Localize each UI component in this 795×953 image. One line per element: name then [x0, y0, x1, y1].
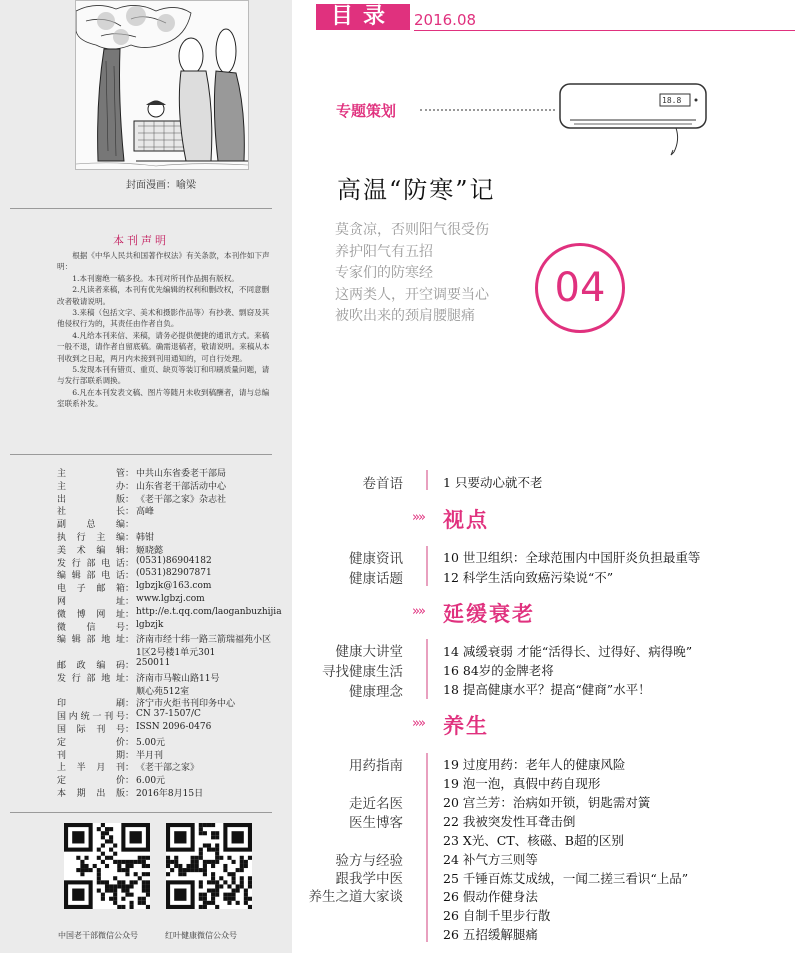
masthead-value: 中共山东省委老干部局 — [136, 469, 227, 479]
masthead-value: 顺心苑512室 — [136, 686, 190, 697]
toc-page: 20 — [443, 795, 459, 810]
toc-page: 12 — [443, 570, 459, 585]
masthead-row — [57, 517, 287, 529]
masthead-label: 网址 — [57, 597, 125, 607]
masthead-row — [57, 773, 287, 785]
masthead-value: 山东省老干部活动中心 — [136, 481, 227, 492]
toc-page: 16 — [443, 663, 459, 678]
masthead-colon: ： — [125, 673, 135, 684]
masthead-row — [57, 658, 287, 670]
toc-entry[interactable] — [443, 473, 542, 491]
masthead-value: 《老干部之家》 — [136, 763, 200, 774]
toc-title: 泡一泡，真假中药自现形 — [462, 776, 601, 791]
category-label: 寻找健康生活 — [322, 664, 403, 680]
masthead-label: 印刷 — [57, 699, 125, 710]
toc-title: 提高健康水平？提高“健商”水平！ — [462, 682, 651, 697]
masthead-row — [57, 530, 287, 542]
masthead-label: 邮政编码 — [57, 661, 125, 671]
feature-item[interactable]: 被吹出来的颈肩腰腿痛 — [335, 308, 475, 324]
category-label: 健康大讲堂 — [335, 644, 403, 660]
category-label: 健康理念 — [349, 684, 403, 700]
masthead-colon: ： — [125, 533, 135, 543]
toc-page: 14 — [443, 644, 459, 659]
toc-entry[interactable] — [443, 850, 538, 868]
masthead-value: ISSN 2096-0476 — [136, 722, 212, 732]
category-label: 跟我学中医 — [335, 871, 403, 887]
masthead-label: 副总编 — [57, 520, 125, 531]
masthead-colon: ： — [125, 750, 135, 761]
cover-illustration — [76, 1, 248, 169]
toc-entry[interactable] — [443, 642, 692, 660]
masthead-row — [57, 786, 287, 798]
masthead-colon: ： — [125, 737, 135, 748]
qr-caption: 红叶健康微信公众号 — [165, 931, 237, 940]
masthead-row — [57, 760, 287, 772]
toc-page: 10 — [443, 550, 459, 565]
masthead-label: 发行部电话 — [57, 558, 125, 569]
masthead-colon: ： — [125, 584, 135, 595]
masthead-value: 《老干部之家》杂志社 — [136, 494, 227, 505]
masthead-colon: ： — [125, 597, 135, 607]
masthead-label: 本期出版 — [57, 789, 125, 799]
masthead-label: 编辑部电话 — [57, 571, 125, 582]
toc-title: 84岁的金牌老将 — [462, 663, 554, 678]
toc-title: 只要动心就不老 — [454, 475, 543, 490]
masthead-label: 发行部地址 — [57, 673, 125, 684]
masthead-value: 济宁市火炬书刊印务中心 — [136, 699, 236, 710]
feature-item[interactable]: 专家们的防寒经 — [335, 265, 433, 281]
feature-page-number[interactable]: 04 — [554, 265, 606, 311]
masthead-row — [57, 748, 287, 760]
masthead-colon: ： — [125, 712, 135, 723]
category-label: 卷首语 — [362, 476, 403, 492]
statement-paragraph: 5.发现本刊有错页、重页、缺页等装订和印刷质量问题，请与发行部联系调换。 — [57, 365, 270, 386]
masthead-label: 刊期 — [57, 750, 125, 761]
masthead-value: CN 37-1507/C — [136, 709, 201, 720]
toc-page: 18 — [443, 682, 459, 697]
masthead-colon: ： — [125, 558, 135, 569]
masthead-colon: ： — [125, 725, 135, 735]
toc-title: 千锤百炼艾成绒，一闻二搓三看识“上品” — [462, 871, 689, 886]
toc-entry[interactable] — [443, 661, 554, 679]
toc-entry[interactable] — [443, 869, 688, 887]
category-label: 养生之道大家谈 — [308, 889, 403, 905]
category-label: 走近名医 — [349, 796, 403, 812]
cover-cartoon — [75, 0, 249, 170]
toc-page: 1 — [443, 475, 451, 490]
masthead-value: 2016年8月15日 — [136, 789, 204, 799]
divider — [10, 208, 272, 209]
masthead-row — [57, 568, 287, 580]
section-heading: 养生 — [443, 713, 489, 738]
toc-title: X光、CT、核磁、B超的区别 — [462, 833, 624, 848]
header-rule — [414, 30, 795, 31]
feature-item[interactable]: 莫贪凉，否则阳气很受伤 — [335, 222, 489, 238]
statement-paragraph: 3.来稿（包括文字、美术和摄影作品等）有抄袭、剽窃及其他侵权行为的，其责任由作者自负。 — [57, 308, 270, 329]
masthead-colon: ： — [125, 789, 135, 799]
page-title: 目录 — [316, 4, 410, 30]
masthead-value: www.lgbzj.com — [136, 594, 205, 604]
category-bar — [426, 546, 428, 586]
masthead-value: 半月刊 — [136, 750, 164, 761]
toc-entry[interactable] — [443, 925, 538, 943]
toc-page: 26 — [443, 927, 459, 942]
statement-body — [57, 250, 271, 410]
toc-page: 22 — [443, 814, 459, 829]
masthead-label: 电子邮箱 — [57, 584, 125, 595]
masthead-label: 定价 — [57, 737, 125, 748]
category-label: 健康话题 — [349, 571, 403, 587]
toc-page: 19 — [443, 757, 459, 772]
toc-entry[interactable] — [443, 793, 650, 811]
masthead-value: 济南市经十纬一路三箭瑞福苑小区 — [136, 635, 272, 646]
masthead-label: 编辑部地址 — [57, 635, 125, 646]
masthead-row — [57, 492, 287, 504]
toc-entry[interactable] — [443, 887, 538, 905]
masthead-value: 济南市马鞍山路11号 — [136, 673, 220, 684]
masthead-row — [57, 632, 287, 644]
masthead-value: 250011 — [136, 658, 171, 668]
masthead-value: 1区2号楼1单元301 — [136, 648, 216, 659]
qr-code — [166, 823, 252, 909]
masthead-value: 姬晓懿 — [136, 545, 164, 556]
toc-entry[interactable] — [443, 812, 575, 830]
masthead-row — [57, 696, 287, 708]
masthead-row — [57, 607, 287, 619]
masthead-colon: ： — [125, 699, 135, 710]
statement-paragraph: 根据《中华人民共和国著作权法》有关条款，本刊作如下声明： — [57, 251, 270, 272]
masthead-row — [57, 645, 287, 657]
toc-title: 五招缓解腿痛 — [462, 927, 538, 942]
masthead-label: 国际刊号 — [57, 725, 125, 735]
toc-title: 宫兰芳：治病如开锁，钥匙需对簧 — [462, 795, 651, 810]
toc-entry[interactable] — [443, 755, 625, 773]
toc-page: 19 — [443, 776, 459, 791]
masthead-row — [57, 504, 287, 516]
statement-paragraph: 2.凡读者来稿，本刊有优先编辑的权利和删改权，不同意删改者敬请说明。 — [57, 285, 270, 306]
feature-title: 高温“防寒”记 — [337, 176, 496, 204]
section-heading: 视点 — [443, 507, 489, 532]
masthead-value: 6.00元 — [136, 776, 166, 787]
masthead-label: 主办 — [57, 481, 125, 492]
masthead-value: lgbzjk — [136, 619, 164, 630]
toc-entry[interactable] — [443, 548, 700, 566]
masthead-value: 韩钳 — [136, 533, 155, 543]
masthead-colon: ： — [125, 571, 135, 582]
masthead-label: 执行主编 — [57, 533, 125, 543]
toc-page: 23 — [443, 833, 459, 848]
toc-title: 科学生活向致癌污染说“不” — [462, 570, 614, 585]
masthead-value: lgbzjk@163.com — [136, 581, 212, 592]
toc-title: 过度用药：老年人的健康风险 — [462, 757, 626, 772]
issue-date: 2016.08 — [414, 11, 477, 29]
masthead-colon: ： — [125, 609, 135, 620]
toc-page: 24 — [443, 852, 459, 867]
masthead-colon: ： — [125, 494, 135, 505]
masthead-colon: ： — [125, 545, 135, 556]
qr-code — [64, 823, 150, 909]
masthead-label: 上半月刊 — [57, 763, 125, 774]
masthead-value: (0531)82907871 — [136, 568, 212, 579]
category-bar — [426, 639, 428, 699]
divider — [10, 454, 272, 455]
masthead-value: 高峰 — [136, 507, 155, 518]
air-conditioner-icon — [556, 78, 716, 160]
masthead-row — [57, 556, 287, 568]
masthead-label: 微博网址 — [57, 609, 125, 620]
masthead-colon: ： — [125, 763, 135, 774]
toc-entry[interactable] — [443, 831, 624, 849]
masthead-value: http://e.t.qq.com/laoganbuzhijia — [136, 606, 282, 617]
masthead-label: 定价 — [57, 776, 125, 787]
toc-title: 我被突发性耳聋击倒 — [462, 814, 576, 829]
category-label: 医生博客 — [349, 815, 403, 831]
statement-paragraph: 6.凡在本刊发表文稿、图片等随月未收到稿酬者，请与总编室联系补发。 — [57, 387, 270, 409]
toc-page: 26 — [443, 889, 459, 904]
toc-entry[interactable] — [443, 680, 651, 698]
toc-page: 25 — [443, 871, 459, 886]
divider — [10, 812, 272, 813]
feature-item[interactable]: 这两类人，开空调要当心 — [335, 286, 489, 303]
toc-title: 世卫组织：全球范围内中国肝炎负担最重等 — [462, 550, 701, 565]
masthead-colon: ： — [125, 635, 135, 646]
statement-paragraph: 1.本刊谢绝一稿多投。本刊对所刊作品拥有版权。 — [72, 273, 239, 283]
masthead-label: 社长 — [57, 507, 125, 518]
masthead-label: 国内统一刊号 — [57, 712, 125, 723]
masthead-colon: ： — [125, 469, 135, 479]
masthead-label: 出版 — [57, 494, 125, 505]
qr-code-image — [64, 823, 150, 909]
section-chevron-icon: »» — [412, 716, 424, 731]
category-bar — [426, 829, 428, 942]
masthead-colon: ： — [125, 661, 135, 671]
toc-title: 自制千里步行散 — [462, 908, 551, 923]
dotted-rule — [420, 109, 555, 111]
category-bar — [426, 791, 428, 829]
masthead-row — [57, 543, 287, 555]
masthead-colon: ： — [125, 507, 135, 518]
left-column — [0, 0, 292, 953]
section-chevron-icon: »» — [412, 510, 424, 525]
masthead-colon: ： — [125, 481, 135, 492]
svg-text:18.8: 18.8 — [662, 96, 682, 105]
masthead-row — [57, 479, 287, 491]
cover-caption: 封面漫画：喻梁 — [126, 180, 196, 191]
toc-title: 假动作健身法 — [462, 889, 538, 904]
feature-label: 专题策划 — [336, 102, 397, 120]
toc-entry[interactable] — [443, 774, 600, 792]
category-label: 健康资讯 — [349, 551, 403, 567]
category-bar — [426, 470, 428, 490]
masthead-value: 5.00元 — [136, 737, 166, 748]
section-heading: 延缓衰老 — [443, 601, 535, 626]
toc-entry[interactable] — [443, 906, 550, 924]
toc-page: 26 — [443, 908, 459, 923]
masthead-label: 主管 — [57, 469, 125, 479]
toc-entry[interactable] — [443, 568, 613, 586]
statement-paragraph: 4.凡给本刊来信、来稿，请务必提供便捷的通讯方式。来稿一般不退，请作者自留底稿。确需退稿者，敬请说明。来稿从本刊收到之日起，两月内未接到刊用通知的，可自行处理。 — [57, 330, 270, 363]
masthead-row — [57, 581, 287, 593]
masthead-colon: ： — [125, 776, 135, 787]
masthead-row — [57, 722, 287, 734]
masthead-value: (0531)86904182 — [136, 555, 212, 566]
masthead-row — [57, 735, 287, 747]
toc-title: 补气方三则等 — [462, 852, 538, 867]
section-chevron-icon: »» — [412, 604, 424, 619]
masthead-row — [57, 594, 287, 606]
masthead-row — [57, 620, 287, 632]
qr-caption: 中国老干部微信公众号 — [58, 931, 138, 940]
feature-item[interactable]: 养护阳气有五招 — [335, 243, 433, 260]
masthead-row — [57, 684, 287, 696]
toc-title: 减缓衰弱 才能“活得长、过得好、病得晚” — [462, 644, 693, 659]
masthead-row — [57, 671, 287, 683]
statement-title: 本刊声明 — [113, 234, 169, 247]
feature-list — [335, 220, 489, 328]
masthead-label: 微信号 — [57, 622, 125, 633]
category-bar — [426, 753, 428, 791]
masthead-row — [57, 709, 287, 721]
masthead-row — [57, 466, 287, 478]
category-label: 验方与经验 — [335, 853, 403, 869]
qr-code-image — [166, 823, 252, 909]
masthead-colon: ： — [125, 622, 135, 633]
category-label: 用药指南 — [349, 758, 403, 774]
masthead-colon: ： — [125, 520, 135, 531]
masthead-label: 美术编辑 — [57, 545, 125, 556]
